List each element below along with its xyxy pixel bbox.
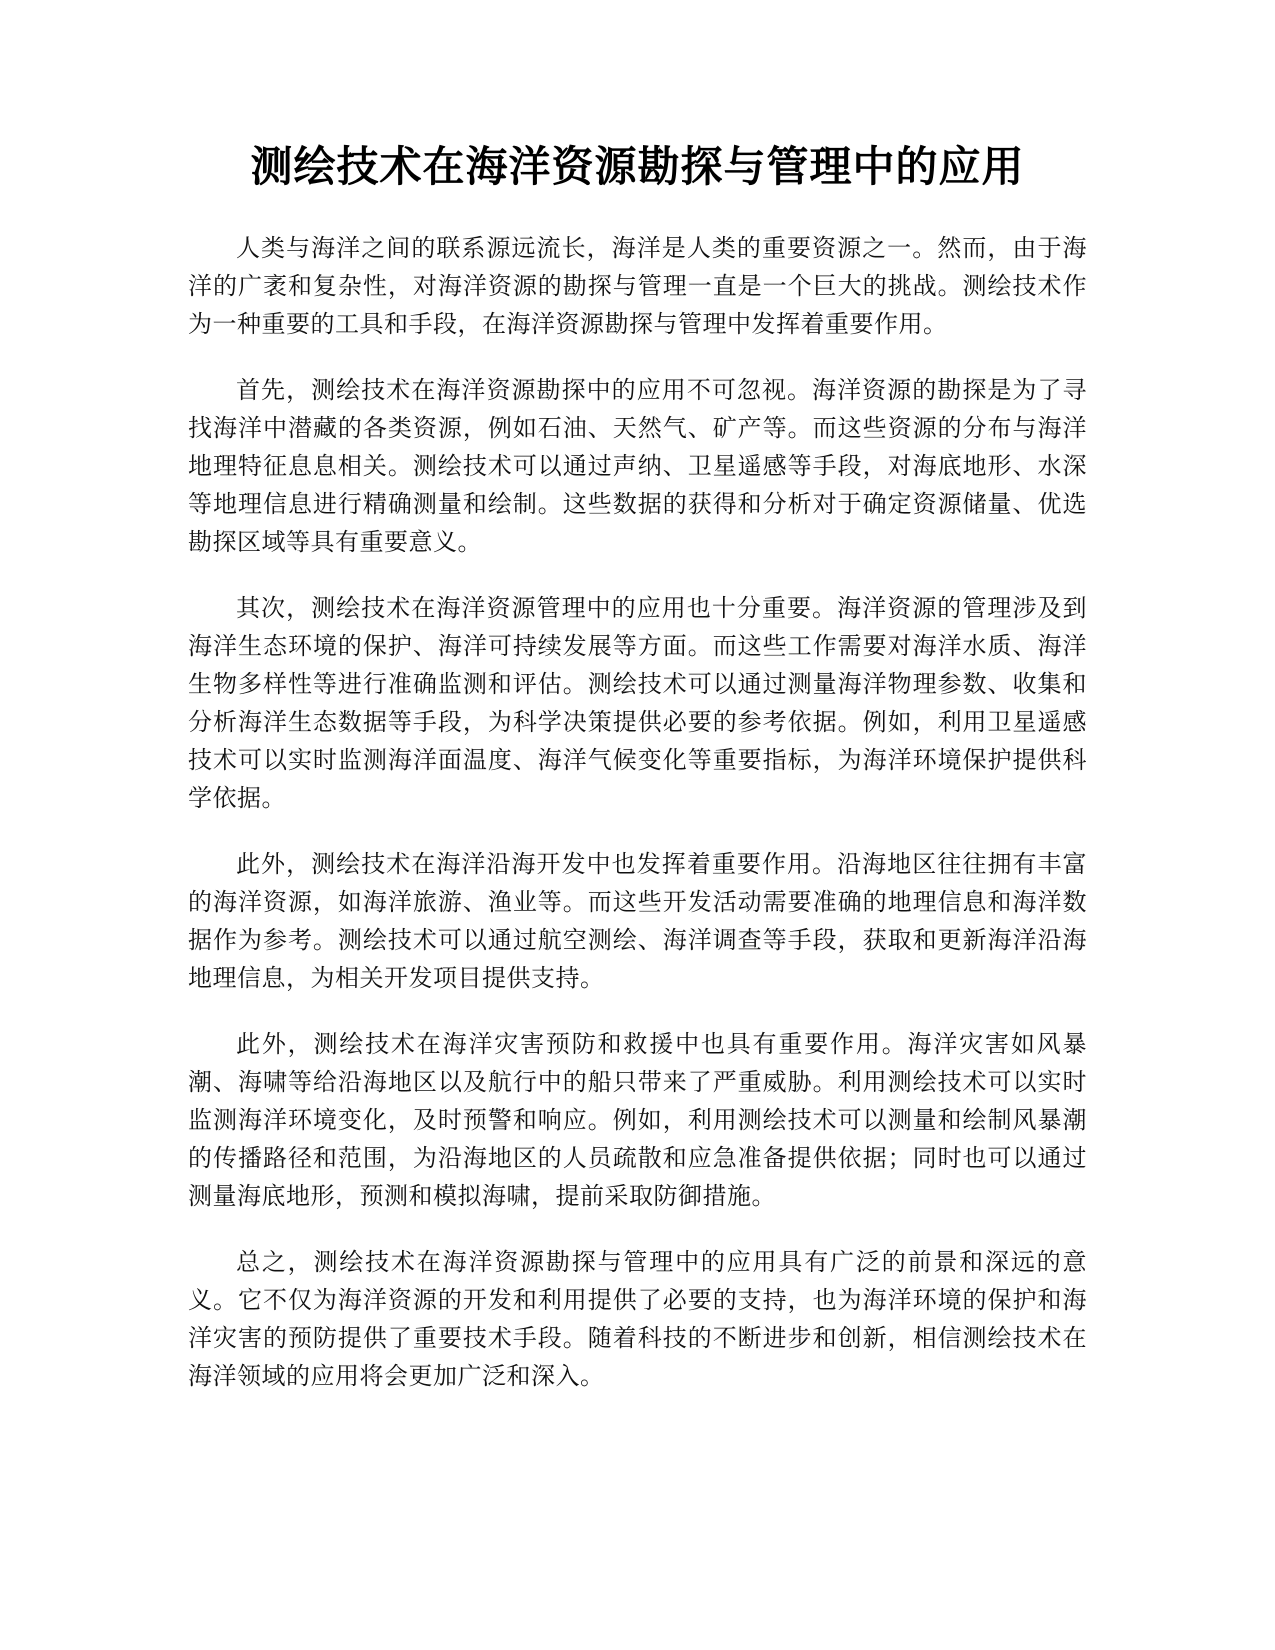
document-body — [188, 229, 1087, 1395]
paragraph-disaster-prevention: 此外，测绘技术在海洋灾害预防和救援中也具有重要作用。海洋灾害如风暴潮、海啸等给沿海地区以及航行中的船只带来了严重威胁。利用测绘技术可以实时监测海洋环境变化，及时预警和响应。例如，利用测绘技术可以测量和绘制风暴潮的传播路径和范围，为沿海地区的人员疏散和应急准备提供依据；同时也可以通过测量海底地形，预测和模拟海啸，提前采取防御措施。 — [188, 1029, 1087, 1210]
paragraph-intro: 人类与海洋之间的联系源远流长，海洋是人类的重要资源之一。然而，由于海洋的广袤和复杂性，对海洋资源的勘探与管理一直是一个巨大的挑战。测绘技术作为一种重要的工具和手段，在海洋资源勘探与管理中发挥着重要作用。 — [188, 233, 1087, 338]
paragraph-exploration: 首先，测绘技术在海洋资源勘探中的应用不可忽视。海洋资源的勘探是为了寻找海洋中潜藏的各类资源，例如石油、天然气、矿产等。而这些资源的分布与海洋地理特征息息相关。测绘技术可以通过声纳、卫星遥感等手段，对海底地形、水深等地理信息进行精确测量和绘制。这些数据的获得和分析对于确定资源储量、优选勘探区域等具有重要意义。 — [188, 375, 1087, 556]
document-title: 测绘技术在海洋资源勘探与管理中的应用 — [250, 142, 1025, 191]
paragraph-coastal-development: 此外，测绘技术在海洋沿海开发中也发挥着重要作用。沿海地区往往拥有丰富的海洋资源，如海洋旅游、渔业等。而这些开发活动需要准确的地理信息和海洋数据作为参考。测绘技术可以通过航空测绘、海洋调查等手段，获取和更新海洋沿海地理信息，为相关开发项目提供支持。 — [188, 849, 1087, 992]
paragraph-management: 其次，测绘技术在海洋资源管理中的应用也十分重要。海洋资源的管理涉及到海洋生态环境的保护、海洋可持续发展等方面。而这些工作需要对海洋水质、海洋生物多样性等进行准确监测和评估。测绘技术可以通过测量海洋物理参数、收集和分析海洋生态数据等手段，为科学决策提供必要的参考依据。例如，利用卫星遥感技术可以实时监测海洋面温度、海洋气候变化等重要指标，为海洋环境保护提供科学依据。 — [188, 593, 1087, 812]
paragraph-conclusion: 总之，测绘技术在海洋资源勘探与管理中的应用具有广泛的前景和深远的意义。它不仅为海洋资源的开发和利用提供了必要的支持，也为海洋环境的保护和海洋灾害的预防提供了重要技术手段。随着科技的不断进步和创新，相信测绘技术在海洋领域的应用将会更加广泛和深入。 — [188, 1247, 1087, 1390]
